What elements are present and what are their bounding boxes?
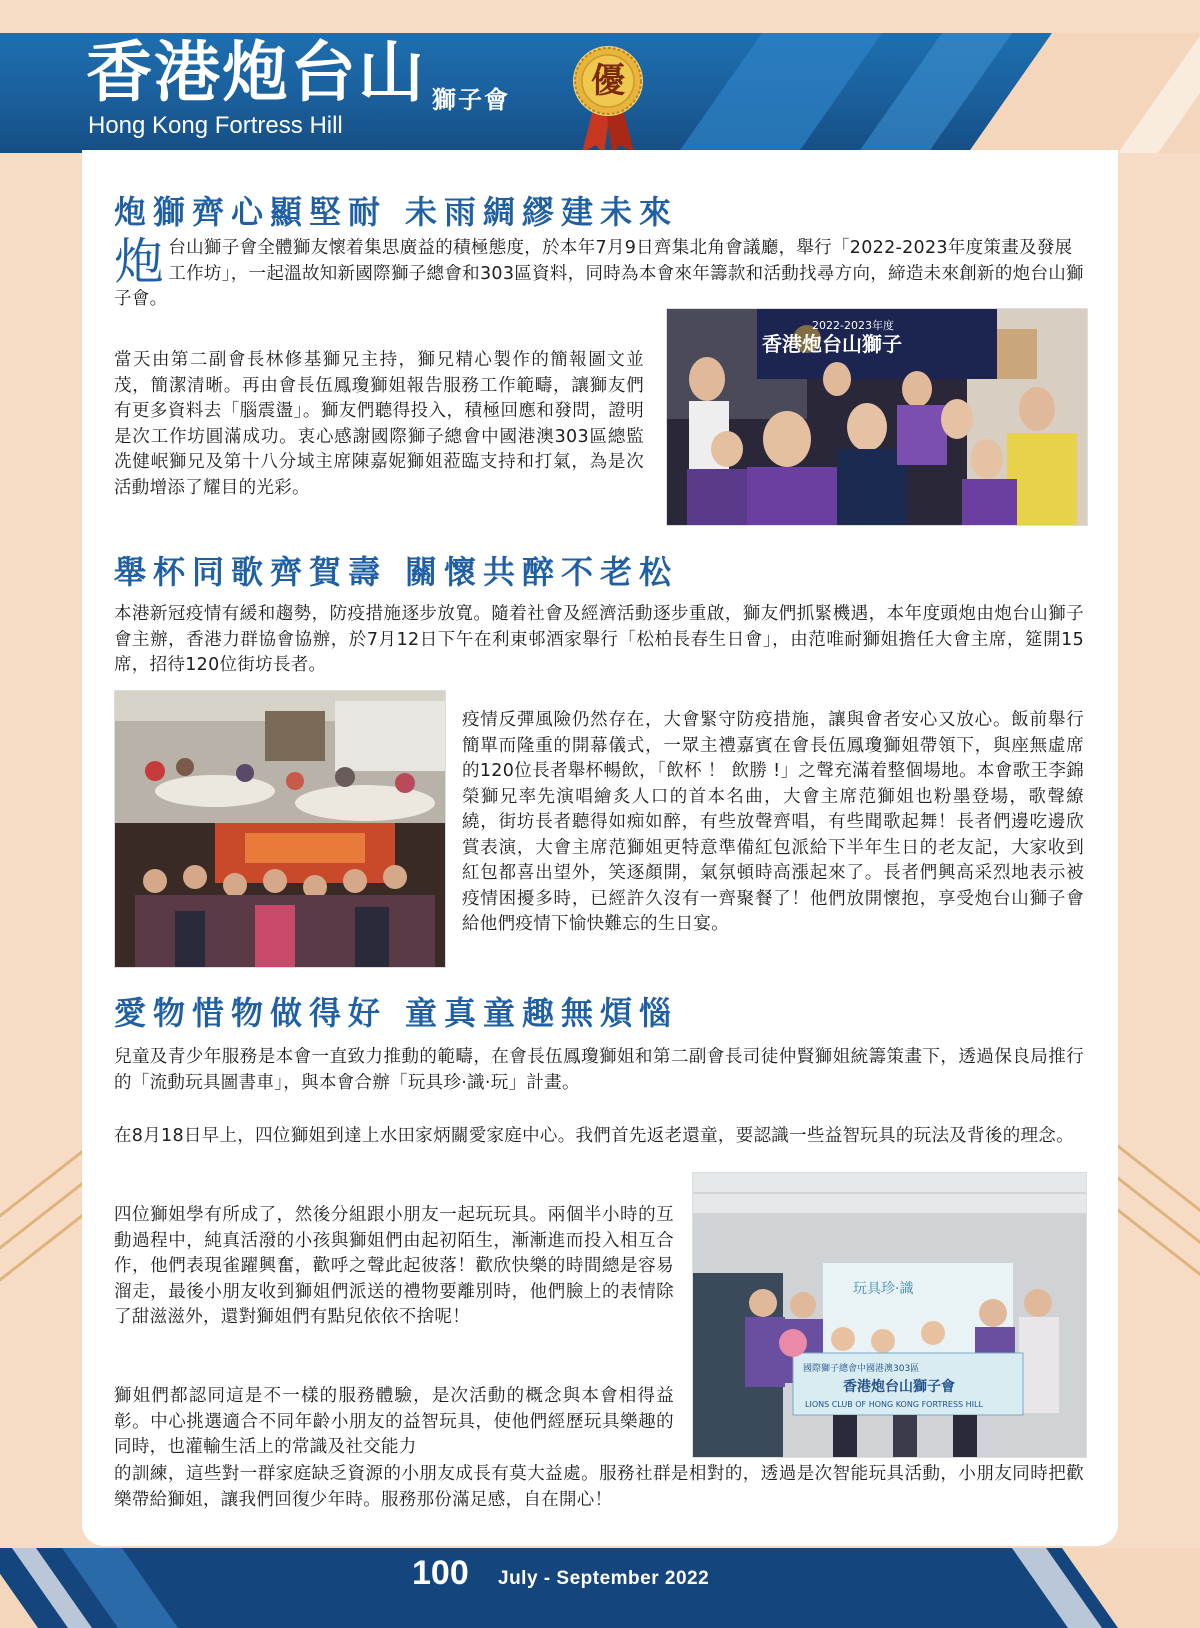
workshop-group-photo — [666, 308, 1088, 526]
section2-heading — [114, 553, 679, 591]
section3-para3: 四位獅姐學有所成了，然後分組跟小朋友一起玩玩具。兩個半小時的互動過程中，純真活潑的小孩與獅姐們由起初陌生，漸漸進而投入相互合作，他們表現雀躍興奮，歡呼之聲此起彼落！歡欣快樂的時間總是容易溜走，最後小朋友收到獅姐們派送的禮物要離別時，他們臉上的表情除了甜滋滋外，還對獅姐們有點兒依依不捨呢！ — [114, 1205, 674, 1327]
header-title-en: Hong Kong Fortress Hill — [88, 112, 343, 139]
banner-stripe — [678, 33, 882, 153]
section3-para4a: 獅姐們都認同這是不一樣的服務體驗，是次活動的概念與本會相得益彰。中心挑選適合不同年齡小朋友的益智玩具，使他們經歷玩具樂趣的同時，也灌輸生活上的常識及社交能力 — [114, 1386, 674, 1457]
section3-para2: 在8月18日早上，四位獅姐到達上水田家炳關愛家庭中心。我們首先返老還童，要認識一些益智玩具的玩法及背後的理念。 — [114, 1126, 1074, 1146]
photo-banner-line1: 國際獅子總會中國港澳303區 — [803, 1364, 920, 1374]
section3-para1: 兒童及青少年服務是本會一直致力推動的範疇，在會長伍鳳瓊獅姐和第二副會長司徒仲賢獅姐統籌策畫下，透過保良局推行的「流動玩具圖書車」，與本會合辦「玩具珍·識·玩」計畫。 — [114, 1047, 1084, 1093]
issue-date: July - September 2022 — [498, 1568, 710, 1589]
excellence-medal-icon — [572, 45, 644, 157]
header-title-suffix: 獅子會 — [432, 86, 510, 114]
photo-screen-text: 玩具珍·識 — [853, 1281, 914, 1297]
photo-banner-line2: 香港炮台山獅子會 — [843, 1379, 955, 1395]
page-number: 100 — [412, 1554, 469, 1592]
section3-heading-part-a: 愛物惜物做得好 — [114, 994, 388, 1032]
medal-character: 優 — [591, 61, 625, 101]
section3-para4b: 的訓練，這些對一群家庭缺乏資源的小朋友成長有莫大益處。服務社群是相對的，透過是次智能玩具活動，小朋友同時把歡樂帶給獅姐，讓我們回復少年時。服務那份滿足感，自在開心！ — [114, 1464, 1084, 1510]
banquet-collage-photo — [114, 690, 446, 968]
section1-heading-part-a: 炮獅齊心顯堅耐 — [114, 193, 388, 231]
section1-para2: 當天由第二副會長林修基獅兄主持，獅兄精心製作的簡報圖文並茂，簡潔清晰。再由會長伍鳳瓊獅姐報告服務工作範疇，讓獅友們有更多資料去「腦震盪」。獅友們聽得投入，積極回應和發問，證明是次工作坊圓滿成功。衷心感謝國際獅子總會中國港澳303區總監冼健岷獅兄及第十八分域主席陳嘉妮獅姐蒞臨支持和打氣，為是次活動增添了耀目的光彩。 — [114, 350, 644, 498]
section3-heading-part-b: 童真童趣無煩惱 — [405, 994, 679, 1032]
section3-heading — [114, 994, 679, 1032]
toy-library-activity-photo — [692, 1172, 1087, 1458]
decorative-line — [1111, 1204, 1200, 1299]
section2-heading-part-a: 舉杯同歌齊賀壽 — [114, 553, 388, 591]
decorative-line — [1111, 1140, 1200, 1235]
decorative-line — [1111, 1172, 1200, 1267]
section2-heading-part-b: 關懷共醉不老松 — [405, 553, 679, 591]
photo-banner-line3: LIONS CLUB OF HONG KONG FORTRESS HILL — [805, 1400, 983, 1409]
section1-intro — [114, 233, 1084, 313]
photo-banner-year: 2022-2023年度 — [812, 319, 894, 332]
section1-para1: 台山獅子會全體獅友懷着集思廣益的積極態度，於本年7月9日齊集北角會議廳，舉行「2022-2023年度策畫及發展工作坊」，一起溫故知新國際獅子總會和303區資料，同時為本會來年籌款和活動找尋方向，締造未來創新的炮台山獅子會。 — [114, 238, 1084, 309]
dropcap: 炮 — [114, 233, 165, 291]
section1-heading — [114, 193, 679, 231]
photo-banner-text: 香港炮台山獅子 — [762, 332, 902, 356]
header-title-cn: 香港炮台山 — [86, 34, 426, 111]
section2-para1: 本港新冠疫情有緩和趨勢，防疫措施逐步放寬。隨着社會及經濟活動逐步重啟，獅友們抓緊機遇，本年度頭炮由炮台山獅子會主辦，香港力群協會協辦，於7月12日下午在利東邨酒家舉行「松柏長春生日會」，由范唯耐獅姐擔任大會主席，筵開15席，招待120位街坊長者。 — [114, 604, 1084, 675]
section1-heading-part-b: 未雨綢繆建未來 — [405, 193, 679, 231]
section2-para2: 疫情反彈風險仍然存在，大會緊守防疫措施，讓與會者安心又放心。飯前舉行簡單而隆重的開幕儀式，一眾主禮嘉賓在會長伍鳳瓊獅姐帶領下，與座無虛席的120位長者舉杯暢飲，「飲杯 ！ 飲勝 !」之聲充滿着整個場地。本會歌王李錦榮獅兄率先演唱繪炙人口的首本名曲，大會主席范獅姐也粉墨登場，歌聲繚繞，街坊長者聽得如痴如醉，有些放聲齊唱，有些聞歌起舞！長者們邊吃邊欣賞表演，大會主席范獅姐更特意準備紅包派給下半年生日的老友記，大家收到紅包都喜出望外，笑逐顏開，氣氛頓時高漲起來了。長者們興高采烈地表示被疫情困擾多時，已經許久沒有一齊聚餐了！他們放開懷抱，享受炮台山獅子會給他們疫情下愉快難忘的生日宴。 — [462, 710, 1084, 934]
